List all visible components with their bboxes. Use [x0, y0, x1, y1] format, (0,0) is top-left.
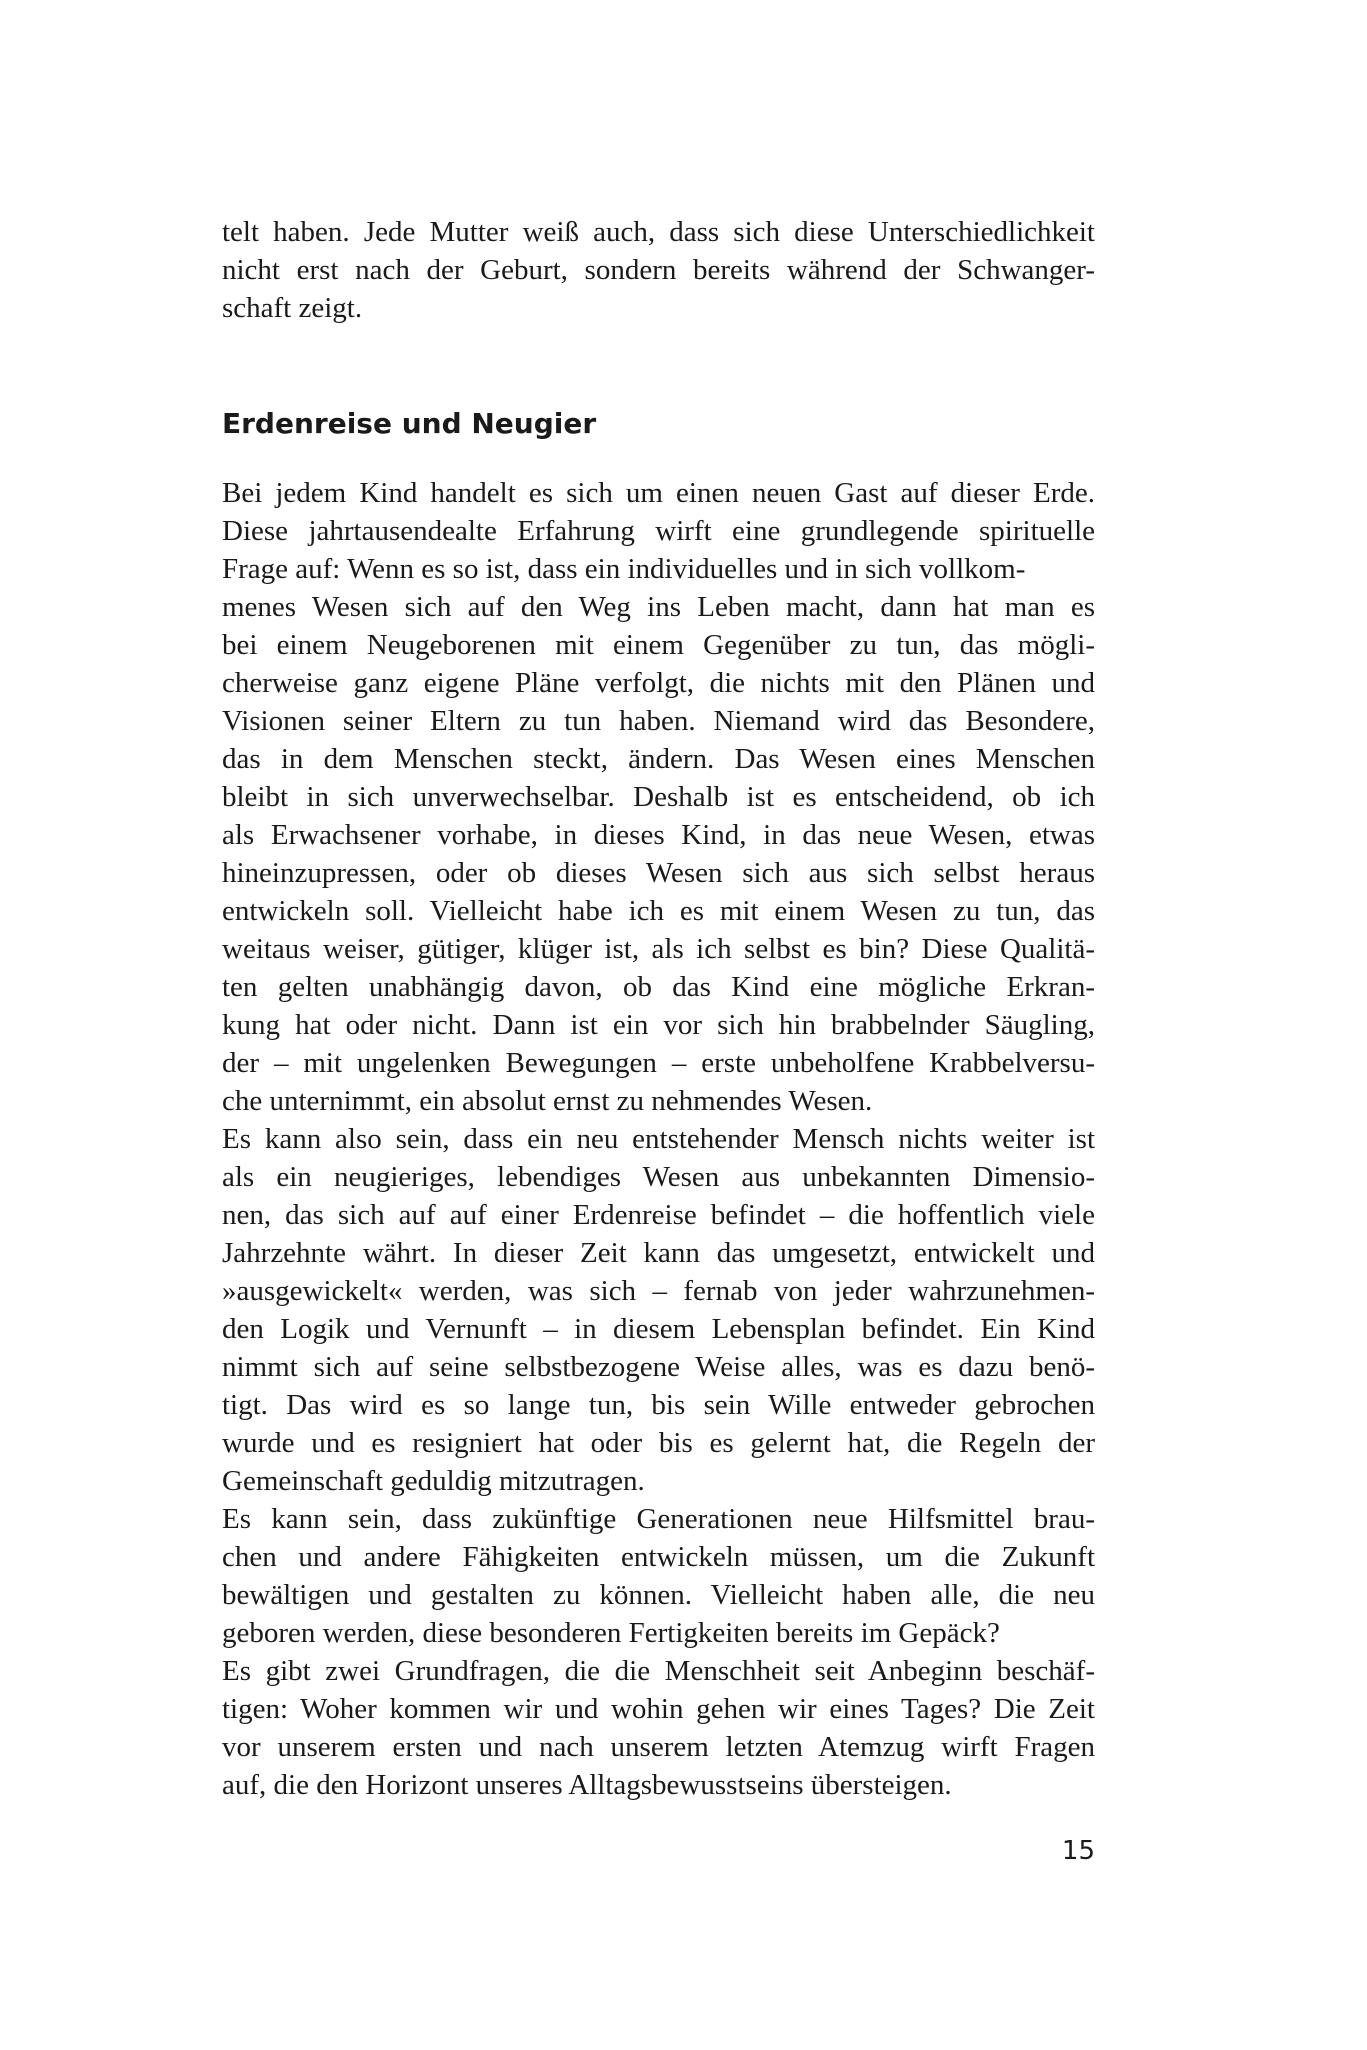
text-line: wurde und es resigniert hat oder bis es gelernt hat, die Regeln der: [222, 1427, 1095, 1459]
text-line: Es kann sein, dass zukünftige Generationen neue Hilfsmittel brau-: [222, 1503, 1095, 1535]
text-line: den Logik und Vernunft – in diesem Lebensplan befindet. Ein Kind: [222, 1313, 1095, 1345]
text-line: Visionen seiner Eltern zu tun haben. Niemand wird das Besondere,: [222, 705, 1095, 737]
text-line: »ausgewickelt« werden, was sich – fernab von jeder wahrzunehmen-: [222, 1275, 1095, 1307]
intro-paragraph: [222, 213, 1095, 327]
text-line: Gemeinschaft geduldig mitzutragen.: [222, 1465, 645, 1497]
text-line: Jahrzehnte währt. In dieser Zeit kann das umgesetzt, entwickelt und: [222, 1237, 1095, 1269]
page-number: 15: [1061, 1836, 1095, 1866]
text-line: che unternimmt, ein absolut ernst zu nehmendes Wesen.: [222, 1085, 873, 1117]
text-line: Es kann also sein, dass ein neu entstehender Mensch nichts weiter ist: [222, 1123, 1095, 1155]
text-line: hineinzupressen, oder ob dieses Wesen sich aus sich selbst heraus: [222, 857, 1095, 889]
text-line: cherweise ganz eigene Pläne verfolgt, die nichts mit den Plänen und: [222, 667, 1095, 699]
text-line: schaft zeigt.: [222, 292, 363, 324]
text-line: entwickeln soll. Vielleicht habe ich es mit einem Wesen zu tun, das: [222, 895, 1095, 927]
body-text: [222, 474, 1095, 1804]
text-line: als ein neugieriges, lebendiges Wesen aus unbekannten Dimensio-: [222, 1161, 1095, 1193]
text-line: tigt. Das wird es so lange tun, bis sein Wille entweder gebrochen: [222, 1389, 1095, 1421]
text-line: nimmt sich auf seine selbstbezogene Weise alles, was es dazu benö-: [222, 1351, 1095, 1383]
text-line: bleibt in sich unverwechselbar. Deshalb ist es entscheidend, ob ich: [222, 781, 1095, 813]
text-line: vor unserem ersten und nach unserem letzten Atemzug wirft Fragen: [222, 1731, 1095, 1763]
text-line: nen, das sich auf auf einer Erdenreise befindet – die hoffentlich viele: [222, 1199, 1095, 1231]
text-line: tigen: Woher kommen wir und wohin gehen wir eines Tages? Die Zeit: [222, 1693, 1095, 1725]
text-line: Es gibt zwei Grundfragen, die die Menschheit seit Anbeginn beschäf-: [222, 1655, 1095, 1687]
text-line: das in dem Menschen steckt, ändern. Das Wesen eines Menschen: [222, 743, 1095, 775]
text-line: Bei jedem Kind handelt es sich um einen neuen Gast auf dieser Erde.: [222, 477, 1095, 509]
text-line: bei einem Neugeborenen mit einem Gegenüber zu tun, das mögli-: [222, 629, 1095, 661]
text-line: ten gelten unabhängig davon, ob das Kind eine mögliche Erkran-: [222, 971, 1095, 1003]
text-line: menes Wesen sich auf den Weg ins Leben macht, dann hat man es: [222, 591, 1095, 623]
text-line: der – mit ungelenken Bewegungen – erste unbeholfene Krabbelversu-: [222, 1047, 1095, 1079]
section-heading: Erdenreise und Neugier: [222, 407, 597, 440]
text-line: nicht erst nach der Geburt, sondern bereits während der Schwanger-: [222, 254, 1095, 286]
text-line: Diese jahrtausendealte Erfahrung wirft eine grundlegende spirituelle: [222, 515, 1095, 547]
text-line: weitaus weiser, gütiger, klüger ist, als ich selbst es bin? Diese Qualitä-: [222, 933, 1095, 965]
text-line: telt haben. Jede Mutter weiß auch, dass sich diese Unterschiedlichkeit: [222, 216, 1095, 248]
text-line: bewältigen und gestalten zu können. Vielleicht haben alle, die neu: [222, 1579, 1095, 1611]
text-line: Frage auf: Wenn es so ist, dass ein individuelles und in sich vollkom-: [222, 553, 1026, 585]
text-line: als Erwachsener vorhabe, in dieses Kind, in das neue Wesen, etwas: [222, 819, 1095, 851]
text-line: chen und andere Fähigkeiten entwickeln müssen, um die Zukunft: [222, 1541, 1095, 1573]
text-line: auf, die den Horizont unseres Alltagsbewusstseins übersteigen.: [222, 1769, 952, 1801]
text-line: geboren werden, diese besonderen Fertigkeiten bereits im Gepäck?: [222, 1617, 1000, 1649]
text-line: kung hat oder nicht. Dann ist ein vor sich hin brabbelnder Säugling,: [222, 1009, 1095, 1041]
